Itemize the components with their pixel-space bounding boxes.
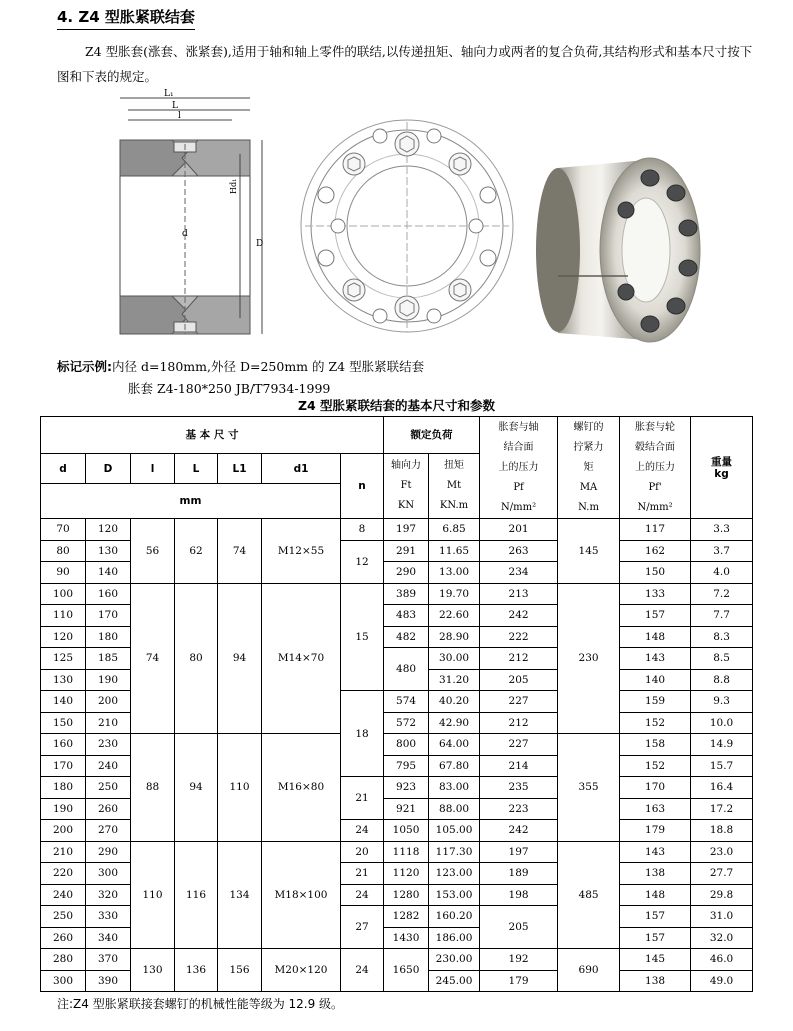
table-row: 110 170 483 22.60 242 157 7.7 xyxy=(41,605,753,627)
section-heading: 4. Z4 型胀紧联结套 xyxy=(57,6,195,27)
svg-text:l: l xyxy=(178,111,181,121)
header-rated-load: 额定负荷 xyxy=(384,417,480,454)
header-D: D xyxy=(86,454,131,484)
table-row: 80 130 12 291 11.65 263 162 3.7 xyxy=(41,540,753,562)
table-row: 150 210 572 42.90 212 152 10.0 xyxy=(41,712,753,734)
header-axial-force: 轴向力 Ft KN xyxy=(384,454,429,519)
header-screw-torque: 螺钉的 拧紧力 矩 MA N.m xyxy=(558,417,620,519)
example-line-1: 内径 d=180mm,外径 D=250mm 的 Z4 型胀紧联结套 xyxy=(112,359,425,374)
table-row: 125 185 480 30.00 212 143 8.5 xyxy=(41,648,753,670)
marking-example xyxy=(57,356,424,400)
example-label: 标记示例: xyxy=(57,359,112,374)
sectional-drawing xyxy=(112,86,272,346)
intro-paragraph: Z4 型胀套(涨套、涨紧套),适用于轴和轴上零件的联结,以传递扭矩、轴向力或两者的复合负荷,其结构形式和基本尺寸按下图和下表的规定。 xyxy=(57,44,753,84)
table-row: 170 240 795 67.80 214 152 15.7 xyxy=(41,755,753,777)
table-row: 210 290 110 116 134 M18×100 20 1118 117.30 197 485 143 23.0 xyxy=(41,841,753,863)
header-basic-dimensions: 基 本 尺 寸 xyxy=(41,417,384,454)
svg-text:L: L xyxy=(172,101,178,111)
example-line-2: 胀套 Z4-180*250 JB/T7934-1999 xyxy=(128,381,331,396)
header-d: d xyxy=(41,454,86,484)
table-row: 70 120 56 62 74 M12×55 8 197 6.85 201 145 117 3.3 xyxy=(41,519,753,541)
header-L1: L1 xyxy=(218,454,262,484)
table-row: 220 300 21 1120 123.00 189 138 27.7 xyxy=(41,863,753,885)
header-d1: d1 xyxy=(262,454,341,484)
header-l: l xyxy=(131,454,175,484)
header-shaft-pressure: 胀套与轴 结合面 上的压力 Pf N/mm² xyxy=(480,417,558,519)
table-row: 160 230 88 94 110 M16×80 800 64.00 227 355 158 14.9 xyxy=(41,734,753,756)
table-row: 260 340 1430 186.00 157 32.0 xyxy=(41,927,753,949)
dimensions-table xyxy=(40,416,753,992)
header-n: n xyxy=(341,454,384,519)
table-row: 120 180 482 28.90 222 148 8.3 xyxy=(41,626,753,648)
table-row: 240 320 24 1280 153.00 198 148 29.8 xyxy=(41,884,753,906)
svg-text:d: d xyxy=(182,229,188,239)
table-row: 180 250 21 923 83.00 235 170 16.4 xyxy=(41,777,753,799)
table-row: 190 260 921 88.00 223 163 17.2 xyxy=(41,798,753,820)
table-row: 140 200 18 574 40.20 227 159 9.3 xyxy=(41,691,753,713)
svg-text:D: D xyxy=(256,239,264,249)
table-row: 250 330 27 1282 160.20 205 157 31.0 xyxy=(41,906,753,928)
end-view-drawing xyxy=(300,100,515,360)
table-title: Z4 型胀紧联结套的基本尺寸和参数 xyxy=(297,398,496,413)
header-L: L xyxy=(175,454,218,484)
svg-text:L₁: L₁ xyxy=(164,89,174,99)
header-hub-pressure: 胀套与轮 毂结合面 上的压力 Pf' N/mm² xyxy=(620,417,691,519)
table-row: 130 190 31.20 205 140 8.8 xyxy=(41,669,753,691)
table-row: 300 390 245.00 179 138 49.0 xyxy=(41,970,753,992)
product-photo xyxy=(528,148,703,350)
table-row: 200 270 24 1050 105.00 242 179 18.8 xyxy=(41,820,753,842)
table-row: 100 160 74 80 94 M14×70 15 389 19.70 213 230 133 7.2 xyxy=(41,583,753,605)
header-torque: 扭矩 Mt KN.m xyxy=(429,454,480,519)
svg-text:Hd₁: Hd₁ xyxy=(229,178,238,194)
footnote: 注:Z4 型胀紧联接套螺钉的机械性能等级为 12.9 级。 xyxy=(57,997,344,1011)
table-row: 90 140 290 13.00 234 150 4.0 xyxy=(41,562,753,584)
table-row: 280 370 130 136 156 M20×120 24 1650 230.00 192 690 145 46.0 xyxy=(41,949,753,971)
header-unit-mm: mm xyxy=(41,484,341,519)
header-weight: 重量 kg xyxy=(691,417,753,519)
